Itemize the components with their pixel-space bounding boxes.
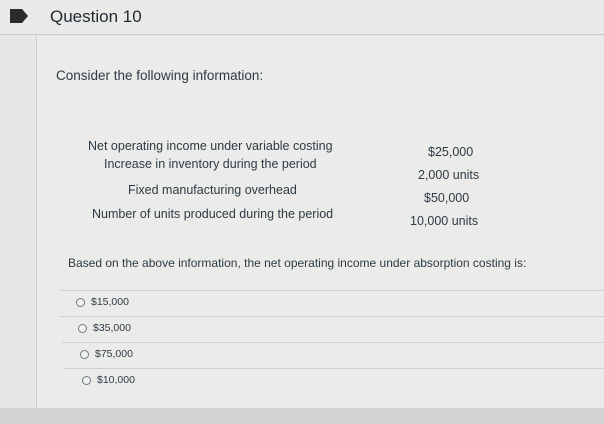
option-divider bbox=[64, 368, 604, 369]
answer-option-label: $10,000 bbox=[97, 374, 135, 386]
info-value-3: $50,000 bbox=[424, 191, 470, 205]
info-label-4: Number of units produced during the period bbox=[92, 207, 334, 221]
option-divider bbox=[60, 316, 604, 317]
option-divider bbox=[62, 342, 604, 343]
question-intro: Consider the following information: bbox=[56, 68, 264, 83]
info-label-2: Increase in inventory during the period bbox=[104, 157, 317, 171]
info-label-1: Net operating income under variable costing bbox=[88, 139, 333, 153]
answer-option-label: $15,000 bbox=[91, 296, 129, 308]
question-prompt: Based on the above information, the net operating income under absorption costing is: bbox=[68, 256, 527, 270]
flag-icon[interactable] bbox=[10, 9, 22, 23]
answer-option-label: $75,000 bbox=[95, 348, 133, 360]
info-label-3: Fixed manufacturing overhead bbox=[128, 183, 297, 197]
question-header bbox=[0, 0, 604, 35]
info-value-1: $25,000 bbox=[428, 145, 474, 159]
answer-option-label: $35,000 bbox=[93, 322, 131, 334]
radio-button-icon[interactable] bbox=[78, 324, 87, 333]
info-value-4: 10,000 units bbox=[410, 214, 479, 228]
page-bottom-edge bbox=[0, 408, 604, 424]
radio-button-icon[interactable] bbox=[80, 350, 89, 359]
answer-option[interactable] bbox=[78, 322, 131, 334]
answer-option[interactable] bbox=[82, 374, 135, 386]
question-title: Question 10 bbox=[50, 7, 142, 26]
info-value-2: 2,000 units bbox=[418, 168, 480, 182]
answer-option[interactable] bbox=[80, 348, 133, 360]
answer-option[interactable] bbox=[76, 296, 129, 308]
option-divider bbox=[60, 290, 604, 291]
radio-button-icon[interactable] bbox=[82, 376, 91, 385]
radio-button-icon[interactable] bbox=[76, 298, 85, 307]
